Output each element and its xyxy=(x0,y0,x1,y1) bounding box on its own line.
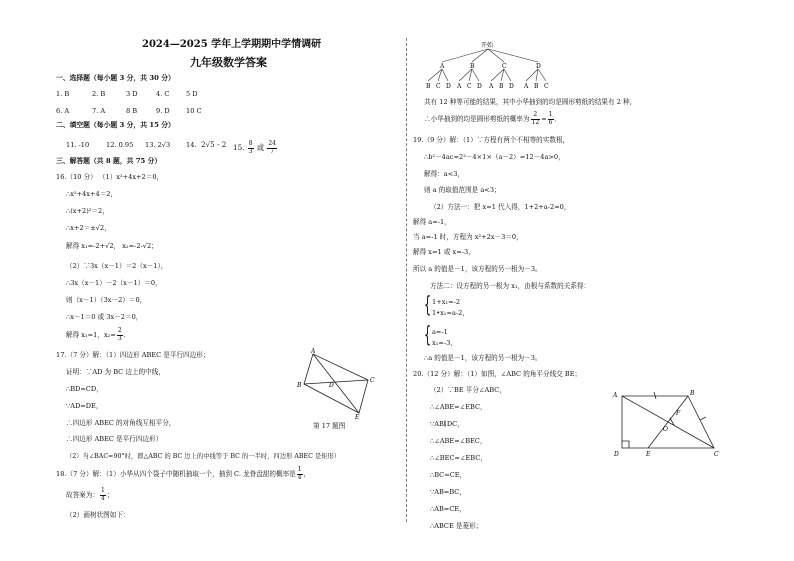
figure-caption: 第 17 题图 xyxy=(313,422,346,430)
equation-line: 1•x₁=a-2， xyxy=(432,309,469,317)
tree-leaf: B xyxy=(534,83,539,90)
left-brace: { xyxy=(424,323,431,348)
q20-line: ∴BC=CE， xyxy=(430,471,467,479)
fill-answer-15 xyxy=(233,141,278,155)
tree-node: A xyxy=(440,63,445,70)
numerator: 2 xyxy=(531,112,541,120)
q18-probability-line xyxy=(424,112,561,126)
fraction xyxy=(248,141,254,155)
fraction xyxy=(548,112,554,126)
q20-line: ∴∠ABE=∠BEC， xyxy=(430,437,487,445)
q16-line: ∴x－1＝0 或 3x－2＝0， xyxy=(66,313,143,321)
q16-line: ∴3x（x－1）－2（x－1）＝0， xyxy=(66,279,162,287)
fraction xyxy=(297,467,303,481)
q18-prob-text: ∴小华抽到的均是圆形剪纸的概率为 xyxy=(424,115,530,123)
q18-line: （2）画树状图如下： xyxy=(66,511,130,519)
tree-root: 开始 xyxy=(481,42,494,49)
q19-line: （2）方法一：把 x=1 代入得，1+2+a-2=0， xyxy=(430,203,571,211)
fraction xyxy=(531,112,541,126)
section-choice-heading: 一、选择题（每小题 3 分，共 30 分） xyxy=(56,74,175,82)
page-title: 2024—2025 学年上学期期中学情调研 xyxy=(142,39,322,50)
q16-line: ∴(x+2)²＝2， xyxy=(66,207,109,215)
tree-leaf: A xyxy=(489,83,494,90)
q20-line: ∴∠BEC=∠EBC， xyxy=(430,454,487,462)
equation-line: 1+x₁=-2 xyxy=(432,298,461,306)
q18-text: 18.（7 分）解：（1）小华从四个袋子中随机抽取一个，抽到 C. 龙脊盘甜的概率是 xyxy=(56,470,296,478)
vertex-label: D xyxy=(329,382,334,389)
or-text: 或 xyxy=(256,143,265,152)
fraction xyxy=(100,488,106,502)
vertex-label: F xyxy=(676,410,681,417)
vertex-label: E xyxy=(646,451,651,458)
q18-prob-end: ． xyxy=(554,115,562,123)
q18-result-line: 共有 12 种等可能的结果，其中小华抽到的均是圆形剪纸的结果有 2 种， xyxy=(424,98,637,106)
section-solve-heading: 三、解答题（共 8 题，共 75 分） xyxy=(56,157,162,165)
left-brace: { xyxy=(424,293,431,318)
vertex-label: D xyxy=(614,451,619,458)
q17-parallelogram-figure xyxy=(296,346,382,420)
q18-text-end: ； xyxy=(106,491,114,499)
choice-answer: 1. B xyxy=(56,90,70,98)
q16-line: 解得 x₁=-2+√2， x₂=-2-√2； xyxy=(66,242,158,250)
q19-line: 19.（9 分）解：（1）∵方程有两个不相等的实数根， xyxy=(413,136,570,144)
q16-line xyxy=(66,328,126,342)
fill-answer-15-label: 15. xyxy=(233,143,245,152)
tree-leaf: D xyxy=(477,83,482,90)
equals-sign: = xyxy=(541,115,547,123)
column-divider xyxy=(406,38,407,522)
tree-leaf: B xyxy=(426,83,431,90)
choice-answer: 3 D xyxy=(126,90,138,98)
choice-answer: 2. B xyxy=(92,90,106,98)
equation-line: a=-1 xyxy=(432,328,448,336)
q16-final-text: 解得 x₁=1，x₂= xyxy=(66,331,116,339)
numerator: 24 xyxy=(268,140,276,147)
tree-node: D xyxy=(536,63,541,70)
choice-answer: 5 D xyxy=(186,90,198,98)
numerator: 8 xyxy=(248,140,253,147)
q20-line: ∴AB=CE， xyxy=(430,505,466,513)
vertex-label: B xyxy=(690,390,695,397)
q19-line: ∴a 的值是－1，该方程的另一根为－3。 xyxy=(424,354,542,362)
vertex-label: C xyxy=(370,377,375,384)
tree-leaf: D xyxy=(509,83,514,90)
q16-line: （2）∵3x（x－1）＝2（x－1）， xyxy=(66,262,168,270)
fill-answer-14-label: 14. xyxy=(186,141,197,149)
numerator: 1 xyxy=(100,487,105,494)
fill-answer-12: 12. 0.95 xyxy=(106,141,134,149)
denominator: 4 xyxy=(100,494,105,502)
fill-answer-13: 13. 2√3 xyxy=(145,141,171,149)
tree-leaf: D xyxy=(446,83,451,90)
tree-leaf: B xyxy=(499,83,504,90)
q19-line: 解得 a=-1， xyxy=(413,218,451,226)
q16-final-end: . xyxy=(123,331,126,339)
q20-line: ∴∠ABE=∠EBC， xyxy=(430,403,487,411)
choice-answer: 4. C xyxy=(156,90,170,98)
numerator: 1 xyxy=(548,111,553,118)
q19-line: 解得：a<3， xyxy=(424,170,465,178)
q16-line: 则（x－1）（3x－2）＝0， xyxy=(66,296,147,304)
tree-leaf: C xyxy=(467,83,472,90)
q17-line: ∴四边形 ABEC 是平行四边形） xyxy=(66,435,163,443)
tree-leaf: A xyxy=(457,83,462,90)
numerator: 1 xyxy=(297,466,302,473)
q20-line: （2）∵BE 平分∠ABC， xyxy=(430,386,506,394)
section-fill-heading: 二、填空题（每小题 3 分，共 15 分） xyxy=(56,121,175,129)
fraction xyxy=(117,328,123,342)
equation-line: x₁=-3， xyxy=(432,339,457,347)
q17-line: ∵AD=DE， xyxy=(66,402,103,410)
q20-line: ∵AB=BC， xyxy=(430,488,466,496)
tree-leaf: C xyxy=(544,83,549,90)
fill-answer-14: 2√5 - 2 xyxy=(201,140,227,149)
q18-text-end: ， xyxy=(303,470,311,478)
vertex-label: O xyxy=(663,426,668,433)
vertex-label: B xyxy=(297,382,302,389)
q19-line: 所以 a 的值是－1，该方程的另一根为－3。 xyxy=(413,265,542,273)
tree-leaf: A xyxy=(524,83,529,90)
fill-answer-11: 11. -10 xyxy=(66,141,90,149)
q17-line: ∴BD=CD， xyxy=(66,385,103,393)
tree-diagram xyxy=(420,38,560,90)
numerator: 2 xyxy=(117,327,122,334)
vertex-label: C xyxy=(714,451,719,458)
q19-line: 方法二：设方程的另一根为 x₁，由根与系数的关系得： xyxy=(430,282,591,290)
q20-line: ∵AB∥DC， xyxy=(430,420,464,428)
vertex-label: A xyxy=(311,348,316,355)
tree-leaf: C xyxy=(436,83,441,90)
page-subtitle: 九年级数学答案 xyxy=(190,56,267,69)
fraction xyxy=(267,141,277,155)
denominator: 3 xyxy=(117,334,122,342)
q19-line: 则 a 的取值范围是 a<3； xyxy=(424,186,501,194)
q19-line: 解得 x=1 或 x=-3， xyxy=(413,248,475,256)
q17-line: 证明：∵AD 为 BC 边上的中线， xyxy=(66,368,165,376)
choice-answer: 7. A xyxy=(92,107,106,115)
q18-line xyxy=(66,488,113,502)
vertex-label: E xyxy=(355,414,360,420)
denominator: 4 xyxy=(297,473,302,481)
q19-line: ∴b²－4ac=2²－4×1×（a－2）=12－4a>0， xyxy=(424,153,565,161)
q17-line: （2）当∠BAC=90°时，即△ABC 的 BC 边上的中线等于 BC 的一半时，四边形 ABEC 是矩形） xyxy=(66,453,341,460)
q17-line: 17.（7 分）解：（1）四边形 ABEC 是平行四边形； xyxy=(56,351,210,359)
q16-line: ∴x+2＝±√2， xyxy=(66,224,111,232)
tree-node: C xyxy=(502,63,507,70)
denominator: 3 xyxy=(248,147,253,155)
choice-answer: 10 C xyxy=(186,107,202,115)
q20-rhombus-figure xyxy=(610,388,722,460)
q18-line xyxy=(56,467,310,481)
choice-answer: 9. D xyxy=(156,107,170,115)
q20-line: ∴ABCE 是菱形； xyxy=(430,522,483,530)
q17-line: ∴四边形 ABEC 的对角线互相平分， xyxy=(66,419,176,427)
q18-text: 故答案为： xyxy=(66,491,99,499)
choice-answer: 6. A xyxy=(56,107,70,115)
choice-answer: 8 B xyxy=(126,107,138,115)
q20-line: 20.（12 分）解：（1）如图，∠ABC 的角平分线交 BE； xyxy=(413,370,582,378)
denominator: 7 xyxy=(270,147,275,155)
vertex-label: A xyxy=(613,392,618,399)
tree-node: B xyxy=(470,63,475,70)
denominator: 6 xyxy=(548,118,553,126)
q16-line: 16.（10 分） （1）x²+4x+2＝0， xyxy=(56,173,164,181)
q16-line: ∴x²+4x+4＝2， xyxy=(66,190,118,198)
q19-line: 当 a=-1 时，方程为 x²+2x－3＝0， xyxy=(413,233,523,241)
denominator: 12 xyxy=(531,118,540,126)
